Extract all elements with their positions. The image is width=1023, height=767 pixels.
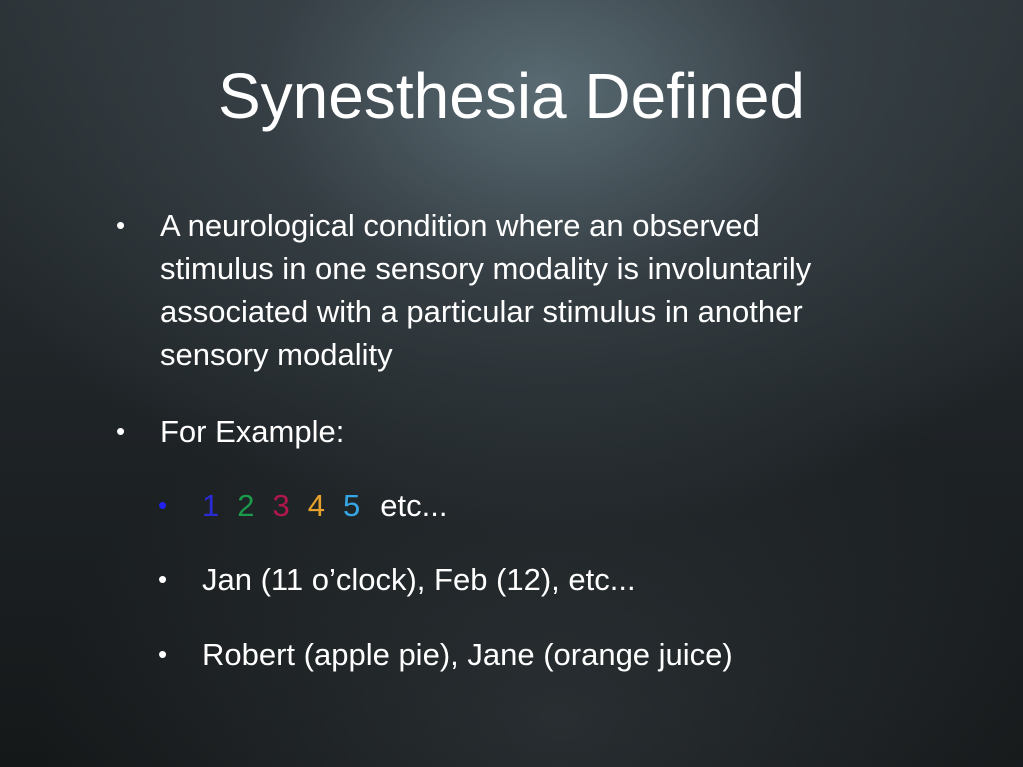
bullet-line: sensory modality bbox=[160, 337, 393, 372]
bullet-dot: • bbox=[116, 416, 126, 446]
bullet-dot: • bbox=[116, 210, 126, 240]
bullet-text: Robert (apple pie), Jane (orange juice) bbox=[202, 637, 733, 672]
number-2: 2 bbox=[237, 488, 255, 523]
bullet-line: associated with a particular stimulus in another bbox=[160, 294, 803, 329]
colored-numbers bbox=[202, 484, 447, 527]
bullet-text: Jan (11 o’clock), Feb (12), etc... bbox=[202, 562, 636, 597]
number-5: 5 bbox=[343, 488, 361, 523]
slide-title: Synesthesia Defined bbox=[217, 60, 806, 132]
bullet-line: A neurological condition where an observed bbox=[160, 208, 760, 243]
bullet-dot: • bbox=[158, 639, 168, 669]
etc-text: etc... bbox=[380, 488, 448, 523]
bullet-dot: • bbox=[158, 490, 168, 520]
number-3: 3 bbox=[272, 488, 290, 523]
number-1: 1 bbox=[202, 488, 220, 523]
bullet-text: For Example: bbox=[160, 414, 345, 449]
number-4: 4 bbox=[307, 488, 325, 523]
bullet-dot: • bbox=[158, 564, 168, 594]
bullet-line: stimulus in one sensory modality is involuntarily bbox=[160, 251, 812, 286]
